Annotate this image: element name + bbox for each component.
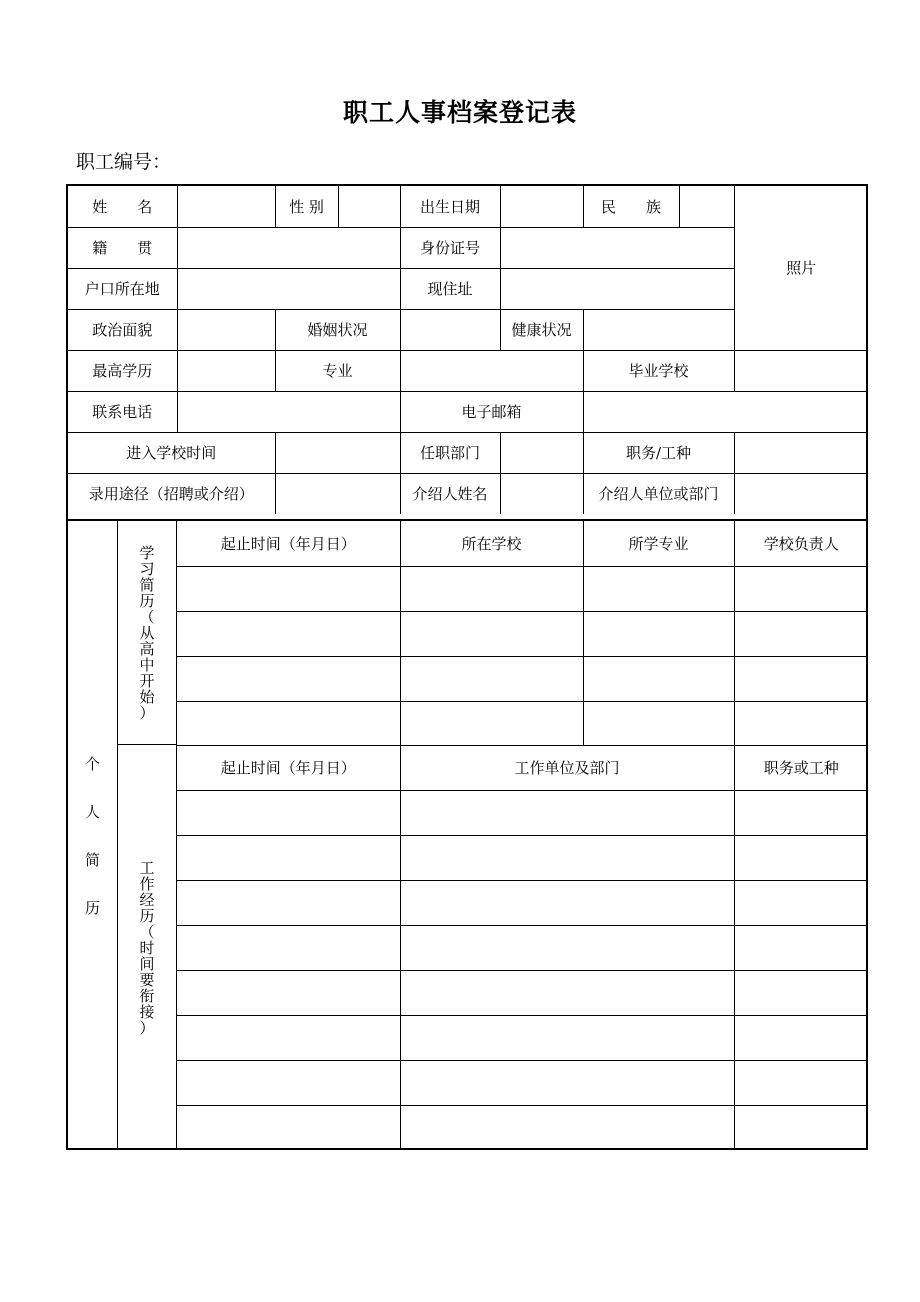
label-char: 要 (139, 970, 155, 989)
label-char: 习 (139, 559, 155, 578)
work-cell[interactable] (400, 1015, 734, 1060)
birth-date-field[interactable] (500, 186, 583, 227)
work-history-label (118, 745, 177, 1150)
work-row (177, 880, 868, 925)
ethnicity-field[interactable] (679, 186, 734, 227)
study-period-header: 起止时间（年月日） (177, 521, 400, 566)
graduate-school-field[interactable] (734, 350, 868, 391)
work-cell[interactable] (177, 1060, 400, 1105)
label-char: 始 (139, 687, 155, 706)
registration-form (66, 184, 868, 1150)
work-cell[interactable] (177, 835, 400, 880)
phone-field[interactable] (177, 391, 400, 432)
label-char: 间 (139, 954, 155, 973)
marital-status-field[interactable] (400, 309, 500, 350)
study-cell[interactable] (583, 656, 734, 701)
current-address-field[interactable] (500, 268, 734, 309)
label-char: 衔 (139, 986, 155, 1005)
current-address-label: 现住址 (400, 268, 500, 309)
label-char: 时 (139, 938, 155, 957)
study-history-table (177, 521, 868, 746)
work-unit-header: 工作单位及部门 (400, 745, 734, 790)
work-cell[interactable] (400, 925, 734, 970)
phone-label: 联系电话 (68, 391, 177, 432)
work-cell[interactable] (400, 835, 734, 880)
section-char: 历 (84, 898, 100, 917)
work-cell[interactable] (400, 970, 734, 1015)
work-position-header: 职务或工种 (734, 745, 868, 790)
native-place-label: 籍 贯 (68, 227, 177, 268)
work-cell[interactable] (734, 1015, 868, 1060)
study-cell[interactable] (400, 656, 583, 701)
study-history-label (118, 521, 177, 745)
study-cell[interactable] (177, 701, 400, 745)
entry-time-label: 进入学校时间 (68, 432, 275, 473)
work-cell[interactable] (400, 790, 734, 835)
study-row (177, 656, 868, 701)
label-char: 接 (139, 1002, 155, 1021)
label-char: ） (139, 1018, 155, 1037)
position-label: 职务/工种 (583, 432, 734, 473)
study-cell[interactable] (177, 656, 400, 701)
personal-resume-section (68, 519, 868, 1150)
entry-time-field[interactable] (275, 432, 400, 473)
label-char: 历 (139, 906, 155, 925)
health-status-label: 健康状况 (500, 309, 583, 350)
form-title: 职工人事档案登记表 (342, 98, 577, 127)
work-cell[interactable] (177, 880, 400, 925)
work-cell[interactable] (177, 1105, 400, 1149)
study-cell[interactable] (583, 701, 734, 745)
ethnicity-label: 民 族 (583, 186, 679, 227)
work-cell[interactable] (734, 790, 868, 835)
label-char: 从 (139, 623, 155, 642)
work-cell[interactable] (400, 1105, 734, 1149)
position-field[interactable] (734, 432, 868, 473)
major-label: 专业 (275, 350, 400, 391)
household-reg-label: 户口所在地 (68, 268, 177, 309)
id-number-label: 身份证号 (400, 227, 500, 268)
label-char: 简 (139, 575, 155, 594)
label-char: ） (139, 703, 155, 722)
study-major-header: 所学专业 (583, 521, 734, 566)
department-label: 任职部门 (400, 432, 500, 473)
section-char: 个 (84, 754, 100, 773)
basic-info-table (68, 186, 868, 514)
work-cell[interactable] (734, 880, 868, 925)
work-row (177, 790, 868, 835)
work-cell[interactable] (734, 1105, 868, 1149)
work-row (177, 925, 868, 970)
study-school-header: 所在学校 (400, 521, 583, 566)
education-label: 最高学历 (68, 350, 177, 391)
work-cell[interactable] (400, 1060, 734, 1105)
study-cell[interactable] (734, 656, 868, 701)
work-row (177, 1015, 868, 1060)
marital-status-label: 婚姻状况 (275, 309, 400, 350)
name-label: 姓 名 (68, 186, 177, 227)
label-char: 历 (139, 591, 155, 610)
label-char: （ (139, 607, 155, 626)
referrer-name-field[interactable] (500, 473, 583, 514)
graduate-school-label: 毕业学校 (583, 350, 734, 391)
label-char: 高 (139, 639, 155, 658)
household-reg-field[interactable] (177, 268, 400, 309)
personal-resume-label (68, 521, 118, 1150)
label-char: （ (139, 922, 155, 941)
work-row (177, 1060, 868, 1105)
birth-date-label: 出生日期 (400, 186, 500, 227)
study-cell[interactable] (734, 566, 868, 611)
health-status-field[interactable] (583, 309, 734, 350)
study-cell[interactable] (400, 611, 583, 656)
work-cell[interactable] (400, 880, 734, 925)
work-cell[interactable] (177, 970, 400, 1015)
study-cell[interactable] (400, 701, 583, 745)
label-char: 经 (139, 890, 155, 909)
work-period-header: 起止时间（年月日） (177, 745, 400, 790)
study-cell[interactable] (400, 566, 583, 611)
work-row (177, 835, 868, 880)
label-char: 开 (139, 671, 155, 690)
work-row (177, 970, 868, 1015)
work-cell[interactable] (734, 1060, 868, 1105)
email-label: 电子邮箱 (400, 391, 583, 432)
work-cell[interactable] (177, 790, 400, 835)
work-cell[interactable] (177, 925, 400, 970)
work-cell[interactable] (734, 970, 868, 1015)
hiring-channel-label: 录用途径（招聘或介绍） (68, 473, 275, 514)
label-char: 中 (139, 655, 155, 674)
hiring-channel-field[interactable] (275, 473, 400, 514)
name-field[interactable] (177, 186, 275, 227)
id-number-field[interactable] (500, 227, 734, 268)
section-char: 人 (84, 802, 100, 821)
label-char: 工 (139, 858, 155, 877)
referrer-name-label: 介绍人姓名 (400, 473, 500, 514)
study-history-grid (177, 521, 868, 746)
work-row (177, 1105, 868, 1149)
study-cell[interactable] (734, 611, 868, 656)
gender-field[interactable] (338, 186, 400, 227)
photo-box[interactable]: 照片 (734, 186, 868, 350)
department-field[interactable] (500, 432, 583, 473)
section-char: 简 (84, 850, 100, 869)
email-field[interactable] (583, 391, 868, 432)
work-cell[interactable] (734, 925, 868, 970)
native-place-field[interactable] (177, 227, 400, 268)
study-cell[interactable] (177, 566, 400, 611)
study-cell[interactable] (583, 566, 734, 611)
study-cell[interactable] (177, 611, 400, 656)
study-principal-header: 学校负责人 (734, 521, 868, 566)
work-history-table (177, 745, 868, 1149)
political-status-field[interactable] (177, 309, 275, 350)
label-char: 作 (139, 874, 155, 893)
major-field[interactable] (400, 350, 583, 391)
study-cell[interactable] (734, 701, 868, 745)
study-row (177, 566, 868, 611)
referrer-unit-label: 介绍人单位或部门 (583, 473, 734, 514)
work-cell[interactable] (734, 835, 868, 880)
education-field[interactable] (177, 350, 275, 391)
work-cell[interactable] (177, 1015, 400, 1060)
label-char: 学 (139, 543, 155, 562)
study-row (177, 611, 868, 656)
study-row (177, 701, 868, 745)
referrer-unit-field[interactable] (734, 473, 868, 514)
gender-label: 性 别 (275, 186, 338, 227)
work-history-grid (177, 745, 868, 1149)
political-status-label: 政治面貌 (68, 309, 177, 350)
study-cell[interactable] (583, 611, 734, 656)
employee-number-label: 职工编号： (76, 151, 172, 173)
